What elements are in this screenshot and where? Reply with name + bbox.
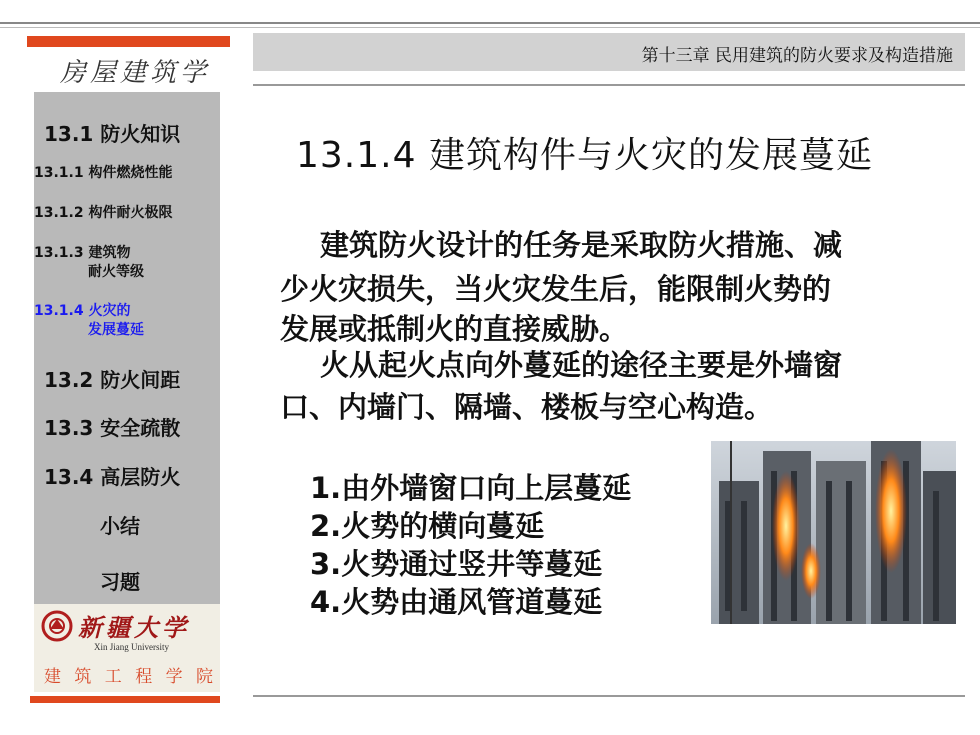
- nav-item-label: 耐火等级: [88, 264, 144, 280]
- paragraph-line: 发展或抵制火的直接威胁。: [280, 312, 629, 346]
- top-divider: [0, 22, 980, 24]
- nav-item-exercises[interactable]: 习题: [100, 570, 140, 594]
- section-title: 13.1.4 建筑构件与火灾的发展蔓延: [296, 135, 873, 176]
- nav-item-label: 13.1.4 火灾的: [34, 303, 131, 319]
- course-title: 房屋建筑学: [59, 58, 210, 88]
- nav-item-13-4[interactable]: 13.4 高层防火: [44, 465, 181, 489]
- paragraph-line: 少火灾损失，当火灾发生后，能限制火势的: [280, 272, 832, 306]
- university-logo: [34, 604, 220, 692]
- nav-item-13-1-2[interactable]: 13.1.2 构件耐火极限: [34, 205, 173, 221]
- list-item: 1.由外墙窗口向上层蔓延: [310, 471, 632, 505]
- list-item: 2.火势的横向蔓延: [310, 509, 545, 543]
- paragraph-line: 口、内墙门、隔墙、楼板与空心构造。: [280, 390, 774, 424]
- left-accent-bar: [27, 36, 230, 47]
- nav-item-13-2[interactable]: 13.2 防火间距: [44, 368, 181, 392]
- sidebar-nav: [34, 92, 220, 604]
- paragraph-line: 建筑防火设计的任务是采取防火措施、减: [320, 228, 843, 262]
- nav-item-13-1-4[interactable]: [34, 302, 144, 340]
- nav-item-13-1[interactable]: 13.1 防火知识: [44, 122, 181, 146]
- header-divider: [253, 84, 965, 86]
- paragraph-line: 火从起火点向外蔓延的途径主要是外墙窗: [320, 348, 843, 382]
- list-item: 4.火势由通风管道蔓延: [310, 585, 603, 619]
- college-name: 建 筑 工 程 学 院: [44, 667, 218, 687]
- chapter-title: 第十三章 民用建筑的防火要求及构造措施: [641, 46, 953, 66]
- nav-item-13-1-1[interactable]: 13.1.1 构件燃烧性能: [34, 165, 173, 181]
- chapter-header: [253, 33, 965, 71]
- top-divider-thin: [0, 27, 980, 28]
- university-name-cn: 新疆大学: [78, 613, 190, 642]
- nav-item-13-3[interactable]: 13.3 安全疏散: [44, 416, 181, 440]
- bottom-accent-bar: [30, 696, 220, 703]
- footer-divider: [253, 695, 965, 697]
- building-fire-photo: [711, 441, 956, 624]
- nav-item-summary[interactable]: 小结: [100, 514, 140, 538]
- university-name-en: Xin Jiang University: [94, 642, 169, 652]
- list-item: 3.火势通过竖井等蔓延: [310, 547, 603, 581]
- nav-item-13-1-3[interactable]: [34, 244, 144, 282]
- nav-item-label: 13.1.3 建筑物: [34, 245, 131, 261]
- nav-item-label: 发展蔓延: [88, 322, 144, 338]
